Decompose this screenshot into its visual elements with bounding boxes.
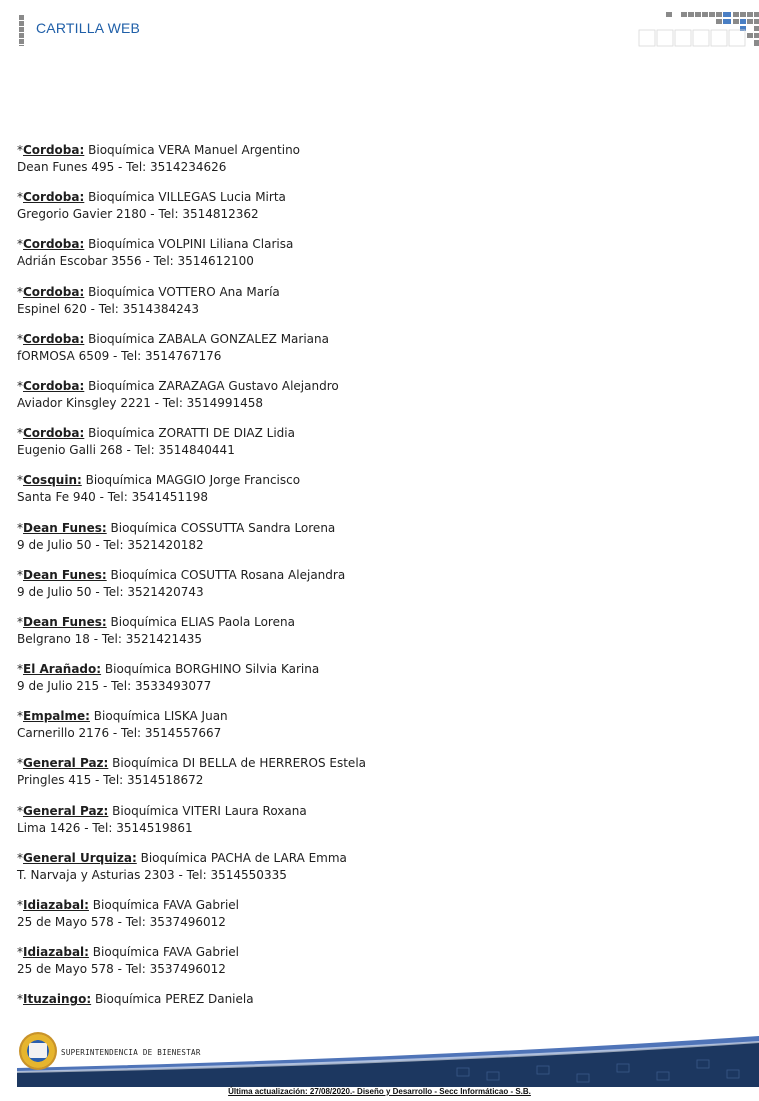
lab-address-phone: Adrián Escobar 3556 - Tel: 3514612100 — [17, 254, 254, 269]
page-title: CARTILLA WEB — [36, 20, 141, 36]
lab-entry-heading: *Dean Funes: Bioquímica ELIAS Paola Lorena — [17, 614, 295, 629]
lab-entry — [17, 614, 737, 661]
location-label: Cordoba: — [23, 143, 85, 157]
location-label: Idiazabal: — [23, 898, 89, 912]
lab-name: Bioquímica VOTTERO Ana María — [88, 284, 280, 299]
location-label: General Paz: — [23, 803, 109, 818]
lab-address-phone: Carnerillo 2176 - Tel: 3514557667 — [17, 726, 222, 741]
lab-entry — [17, 472, 737, 519]
lab-entry — [17, 897, 737, 944]
lab-name: Bioquímica VERA Manuel Argentino — [88, 143, 301, 157]
location-label: Cordoba: — [23, 284, 85, 299]
location-label: Idiazabal: — [23, 945, 89, 960]
lab-name: Bioquímica ZABALA GONZALEZ Mariana — [88, 331, 329, 346]
lab-entry-heading: *Dean Funes: Bioquímica COSUTTA Rosana Alejandra — [17, 567, 346, 582]
lab-entry-heading: *General Paz: Bioquímica VITERI Laura Roxana — [17, 803, 307, 818]
lab-entry — [17, 850, 737, 897]
lab-address-phone: Gregorio Gavier 2180 - Tel: 3514812362 — [17, 207, 259, 222]
lab-name: Bioquímica ZARAZAGA Gustavo Alejandro — [88, 378, 339, 393]
lab-name: Bioquímica VITERI Laura Roxana — [112, 803, 307, 818]
location-label: Dean Funes: — [23, 520, 107, 535]
lab-entry-heading: *Idiazabal: Bioquímica FAVA Gabriel — [17, 945, 239, 960]
lab-address-phone: Belgrano 18 - Tel: 3521421435 — [17, 631, 203, 646]
location-label: Ituzaingo: — [23, 992, 92, 1007]
lab-address-phone: 9 de Julio 50 - Tel: 3521420743 — [17, 584, 204, 599]
lab-entry — [17, 567, 737, 614]
lab-address-phone: fORMOSA 6509 - Tel: 3514767176 — [17, 348, 222, 363]
footer-banner — [17, 1030, 759, 1087]
lab-entry — [17, 944, 737, 991]
location-label: Empalme: — [23, 709, 90, 724]
lab-entry — [17, 189, 737, 236]
lab-name: Bioquímica FAVA Gabriel — [92, 898, 239, 912]
lab-entry — [17, 284, 737, 331]
lab-entry-heading: *El Arañado: Bioquímica BORGHINO Silvia Karina — [17, 662, 320, 677]
lab-entry-heading: *Cordoba: Bioquímica VOTTERO Ana María — [17, 284, 280, 299]
lab-name: Bioquímica PACHA de LARA Emma — [140, 850, 347, 865]
lab-entry-heading: *General Paz: Bioquímica DI BELLA de HERREROS Estela — [17, 756, 367, 771]
location-label: Cordoba: — [23, 237, 85, 252]
lab-address-phone: Santa Fe 940 - Tel: 3541451198 — [17, 490, 208, 505]
lab-listing — [17, 142, 737, 1039]
lab-entry-heading: *Cordoba: Bioquímica ZARAZAGA Gustavo Alejandro — [17, 378, 339, 393]
lab-entry-heading: *Ituzaingo: Bioquímica PEREZ Daniela — [17, 992, 254, 1007]
footer-wave-decoration — [17, 1030, 759, 1087]
lab-address-phone: Pringles 415 - Tel: 3514518672 — [17, 773, 204, 788]
lab-name: Bioquímica ZORATTI DE DIAZ Lidia — [88, 426, 295, 441]
lab-entry-heading: *Cordoba: Bioquímica ZORATTI DE DIAZ Lidia — [17, 426, 295, 441]
lab-name: Bioquímica BORGHINO Silvia Karina — [104, 662, 320, 677]
lab-entry — [17, 331, 737, 378]
lab-entry — [17, 661, 737, 708]
lab-entry-heading: *Idiazabal: Bioquímica FAVA Gabriel — [17, 898, 239, 912]
lab-name: Bioquímica ELIAS Paola Lorena — [110, 614, 295, 629]
lab-name: Bioquímica DI BELLA de HERREROS Estela — [112, 756, 367, 771]
lab-name: Bioquímica COSUTTA Rosana Alejandra — [110, 567, 346, 582]
lab-name: Bioquímica VILLEGAS Lucia Mirta — [88, 190, 286, 205]
lab-entry — [17, 142, 737, 189]
location-label: Dean Funes: — [23, 567, 107, 582]
lab-address-phone: 25 de Mayo 578 - Tel: 3537496012 — [17, 962, 226, 977]
lab-entry-heading: *Cordoba: Bioquímica ZABALA GONZALEZ Mariana — [17, 331, 329, 346]
lab-entry-heading: *Empalme: Bioquímica LISKA Juan — [17, 709, 228, 724]
lab-address-phone: 25 de Mayo 578 - Tel: 3537496012 — [17, 915, 226, 929]
lab-entry — [17, 425, 737, 472]
lab-address-phone: Espinel 620 - Tel: 3514384243 — [17, 301, 199, 316]
location-label: General Urquiza: — [23, 850, 137, 865]
lab-name: Bioquímica COSSUTTA Sandra Lorena — [110, 520, 336, 535]
location-label: General Paz: — [23, 756, 109, 771]
lab-address-phone: Lima 1426 - Tel: 3514519861 — [17, 820, 193, 835]
lab-name: Bioquímica MAGGIO Jorge Francisco — [85, 473, 301, 488]
location-label: Cordoba: — [23, 331, 85, 346]
lab-address-phone: 9 de Julio 215 - Tel: 3533493077 — [17, 679, 212, 694]
location-label: Cordoba: — [23, 426, 85, 441]
header-accent-bar — [19, 15, 24, 46]
lab-entry-heading: *Cordoba: Bioquímica VILLEGAS Lucia Mirta — [17, 190, 286, 205]
lab-entry-heading: *Cosquin: Bioquímica MAGGIO Jorge Francisco — [17, 473, 301, 488]
location-label: Cordoba: — [23, 378, 85, 393]
last-updated-note: Última actualización: 27/08/2020.- Diseño y Desarrollo - Secc Informáticao - S.B. — [228, 1087, 531, 1096]
lab-entry — [17, 755, 737, 802]
lab-entry — [17, 520, 737, 567]
lab-name: Bioquímica PEREZ Daniela — [94, 992, 254, 1007]
lab-name: Bioquímica FAVA Gabriel — [92, 945, 239, 960]
lab-entry — [17, 708, 737, 755]
lab-address-phone: Aviador Kinsgley 2221 - Tel: 3514991458 — [17, 395, 264, 410]
lab-address-phone: Dean Funes 495 - Tel: 3514234626 — [17, 160, 227, 174]
lab-entry — [17, 236, 737, 283]
lab-entry-heading: *Cordoba: Bioquímica VOLPINI Liliana Clarisa — [17, 237, 294, 252]
lab-entry — [17, 803, 737, 850]
location-label: Cosquin: — [23, 473, 82, 488]
lab-address-phone: Eugenio Galli 268 - Tel: 3514840441 — [17, 443, 235, 458]
header-grid-decoration — [638, 10, 759, 48]
institution-seal-logo — [19, 1032, 57, 1070]
lab-name: Bioquímica VOLPINI Liliana Clarisa — [88, 237, 294, 252]
lab-entry-heading: *Cordoba: Bioquímica VERA Manuel Argentino — [17, 143, 301, 157]
lab-entry — [17, 378, 737, 425]
organization-name: SUPERINTENDENCIA DE BIENESTAR — [61, 1048, 201, 1057]
lab-entry-heading: *Dean Funes: Bioquímica COSSUTTA Sandra Lorena — [17, 520, 336, 535]
lab-address-phone: T. Narvaja y Asturias 2303 - Tel: 3514550335 — [17, 867, 287, 882]
location-label: El Arañado: — [23, 662, 102, 677]
lab-address-phone: 9 de Julio 50 - Tel: 3521420182 — [17, 537, 204, 552]
lab-entry-heading: *General Urquiza: Bioquímica PACHA de LARA Emma — [17, 850, 347, 865]
location-label: Dean Funes: — [23, 614, 107, 629]
lab-name: Bioquímica LISKA Juan — [93, 709, 228, 724]
location-label: Cordoba: — [23, 190, 85, 205]
